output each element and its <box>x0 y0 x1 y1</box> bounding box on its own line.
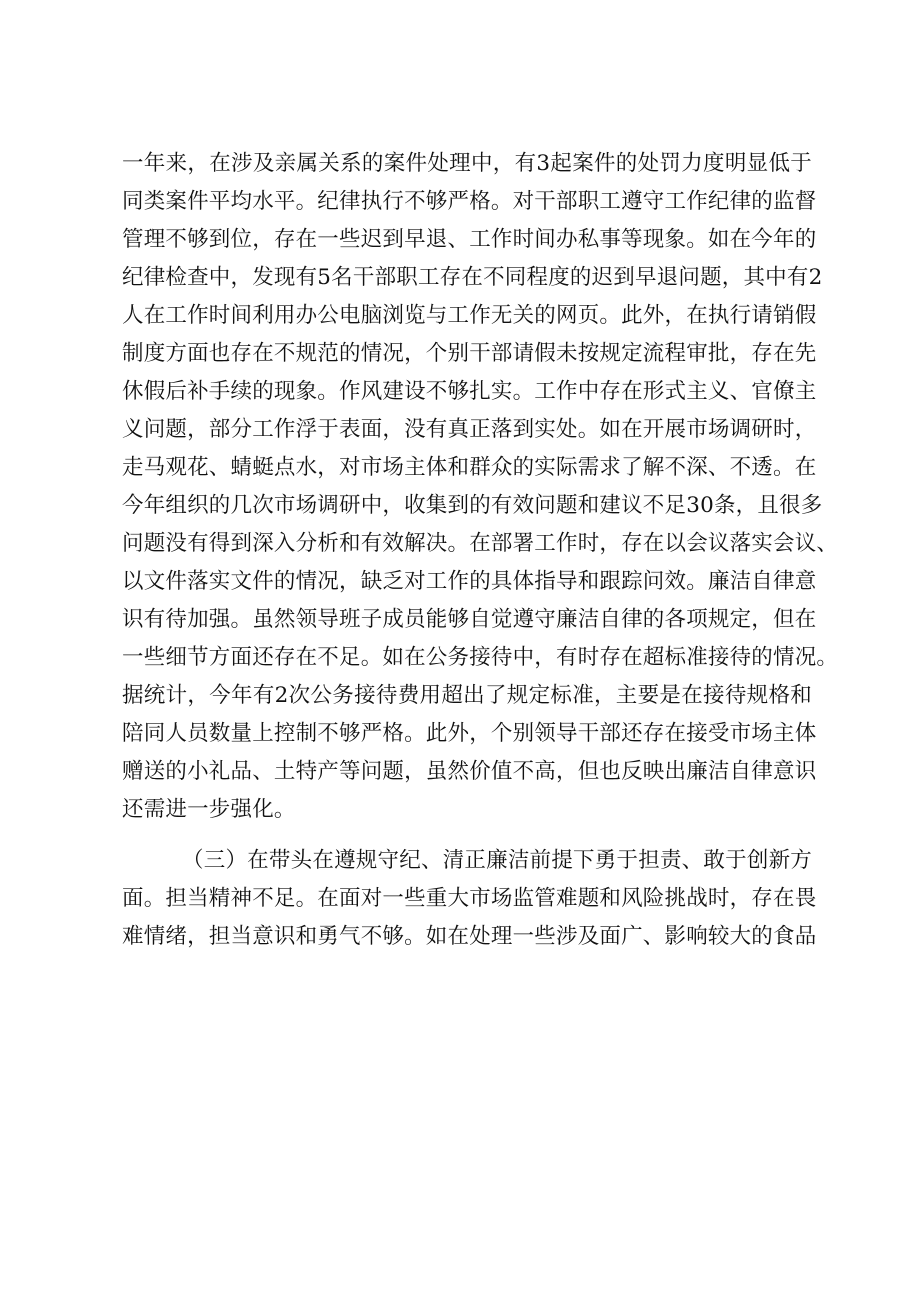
text-line: 难情绪，担当意识和勇气不够。如在处理一些涉及面广、影响较大的食品 <box>122 924 817 949</box>
text-line: 管理不够到位，存在一些迟到早退、工作时间办私事等现象。如在今年的 <box>122 227 817 252</box>
text-line: 今年组织的几次市场调研中，收集到的有效问题和建议不足30条，且很多 <box>122 493 823 518</box>
paragraph-1 <box>122 145 839 829</box>
text-line: 一些细节方面还存在不足。如在公务接待中，有时存在超标准接待的情况。 <box>122 645 839 670</box>
text-line: 据统计，今年有2次公务接待费用超出了规定标准，主要是在接待规格和 <box>122 683 812 708</box>
body-text <box>122 145 839 956</box>
text-line: 识有待加强。虽然领导班子成员能够自觉遵守廉洁自律的各项规定，但在 <box>122 607 817 632</box>
text-line: 赠送的小礼品、土特产等问题，虽然价值不高，但也反映出廉洁自律意识 <box>122 759 817 784</box>
paragraph-spacer <box>122 829 812 842</box>
text-line: 还需进一步强化。 <box>122 797 296 822</box>
text-line: 走马观花、蜻蜓点水，对市场主体和群众的实际需求了解不深、不透。在 <box>122 455 817 480</box>
text-line: 同类案件平均水平。纪律执行不够严格。对干部职工遵守工作纪律的监督 <box>122 189 817 214</box>
section-heading-line: （三）在带头在遵规守纪、清正廉洁前提下勇于担责、敢于创新方 <box>182 848 812 873</box>
text-line: 一年来，在涉及亲属关系的案件处理中，有3起案件的处罚力度明显低于 <box>122 151 812 176</box>
text-line: 面。担当精神不足。在面对一些重大市场监管难题和风险挑战时，存在畏 <box>122 886 817 911</box>
text-line: 以文件落实文件的情况，缺乏对工作的具体指导和跟踪问效。廉洁自律意 <box>122 569 817 594</box>
text-line: 义问题，部分工作浮于表面，没有真正落到实处。如在开展市场调研时， <box>122 417 817 442</box>
text-line: 陪同人员数量上控制不够严格。此外，个别领导干部还存在接受市场主体 <box>122 721 817 746</box>
text-line: 人在工作时间利用办公电脑浏览与工作无关的网页。此外，在执行请销假 <box>122 303 817 328</box>
text-line: 制度方面也存在不规范的情况，个别干部请假未按规定流程审批，存在先 <box>122 341 817 366</box>
text-line: 问题没有得到深入分析和有效解决。在部署工作时，存在以会议落实会议、 <box>122 531 839 556</box>
text-line: 纪律检查中，发现有5名干部职工存在不同程度的迟到早退问题，其中有2 <box>122 265 823 290</box>
text-line: 休假后补手续的现象。作风建设不够扎实。工作中存在形式主义、官僚主 <box>122 379 817 404</box>
paragraph-2 <box>122 842 817 956</box>
